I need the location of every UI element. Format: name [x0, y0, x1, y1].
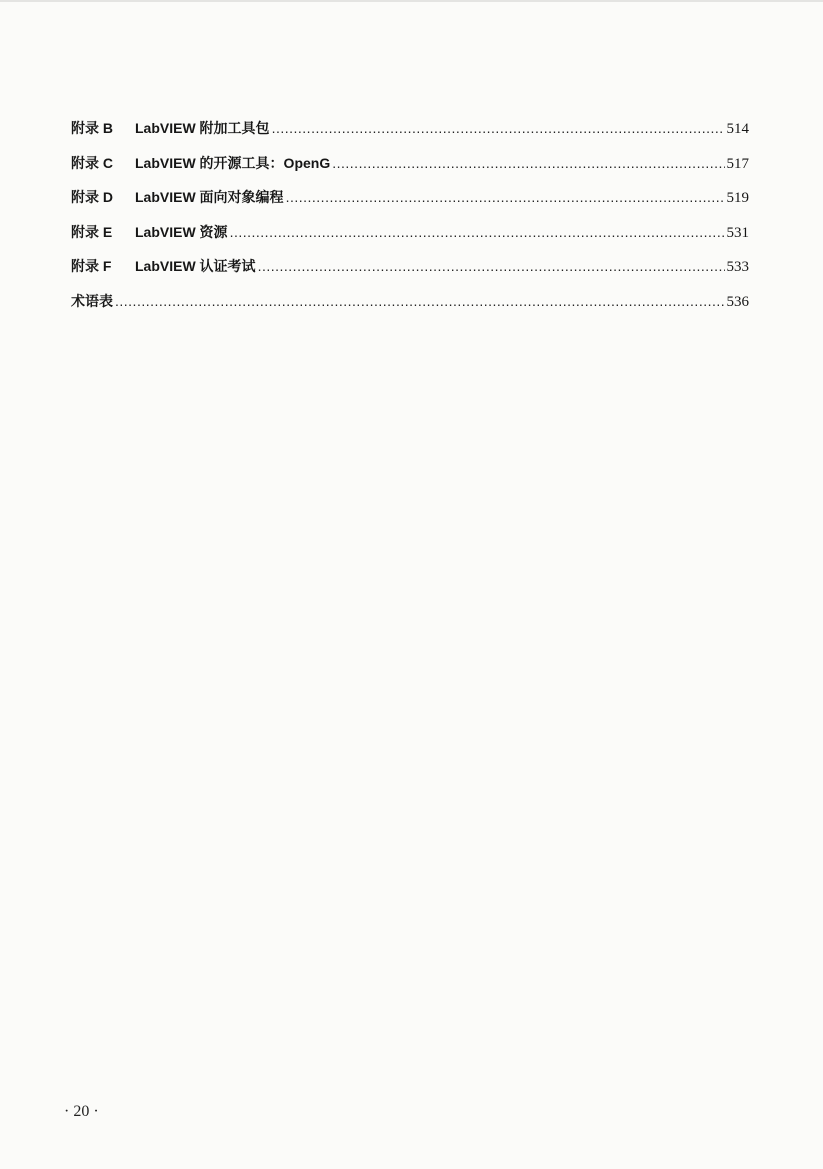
toc-page-number: 517 [726, 155, 749, 172]
toc-entry-title: 术语表 [71, 292, 113, 309]
table-of-contents [71, 118, 749, 326]
toc-entry-label [71, 187, 284, 207]
toc-appendix-number: 附录 F [71, 258, 112, 275]
toc-page-number: 536 [726, 293, 749, 310]
toc-entry-appendix-d [71, 187, 749, 222]
toc-entry-title: LabVIEW 的开源工具：OpenG [135, 154, 331, 171]
toc-entry-label [71, 222, 228, 242]
toc-entry-title: LabVIEW 附加工具包 [135, 120, 270, 136]
toc-entry-label [71, 153, 330, 173]
toc-leader-dots [272, 120, 725, 136]
toc-entry-appendix-b [71, 118, 749, 153]
toc-leader-dots [258, 258, 725, 274]
toc-entry-title: LabVIEW 面向对象编程 [135, 189, 284, 206]
toc-appendix-number: 附录 D [71, 189, 113, 206]
toc-appendix-number: 附录 B [71, 120, 113, 136]
toc-entry-label [71, 256, 256, 276]
toc-leader-dots [286, 189, 725, 205]
toc-entry-label [71, 291, 113, 311]
toc-appendix-number: 附录 C [71, 154, 113, 171]
toc-entry-title: LabVIEW 资源 [135, 223, 228, 240]
toc-entry-glossary [71, 291, 749, 326]
footer-page-number: · 20 · [64, 1103, 99, 1120]
toc-appendix-number: 附录 E [71, 223, 113, 240]
toc-page-number: 519 [726, 190, 749, 207]
toc-leader-dots [332, 155, 724, 171]
toc-entry-appendix-c [71, 153, 749, 188]
toc-entry-label [71, 118, 270, 138]
toc-entry-appendix-f [71, 256, 749, 291]
toc-page-number: 531 [726, 224, 749, 241]
toc-leader-dots [230, 224, 725, 240]
toc-page-number: 514 [726, 121, 749, 137]
toc-entry-appendix-e [71, 222, 749, 257]
toc-page-number: 533 [726, 259, 749, 276]
toc-leader-dots [115, 293, 725, 309]
toc-entry-title: LabVIEW 认证考试 [135, 258, 256, 275]
